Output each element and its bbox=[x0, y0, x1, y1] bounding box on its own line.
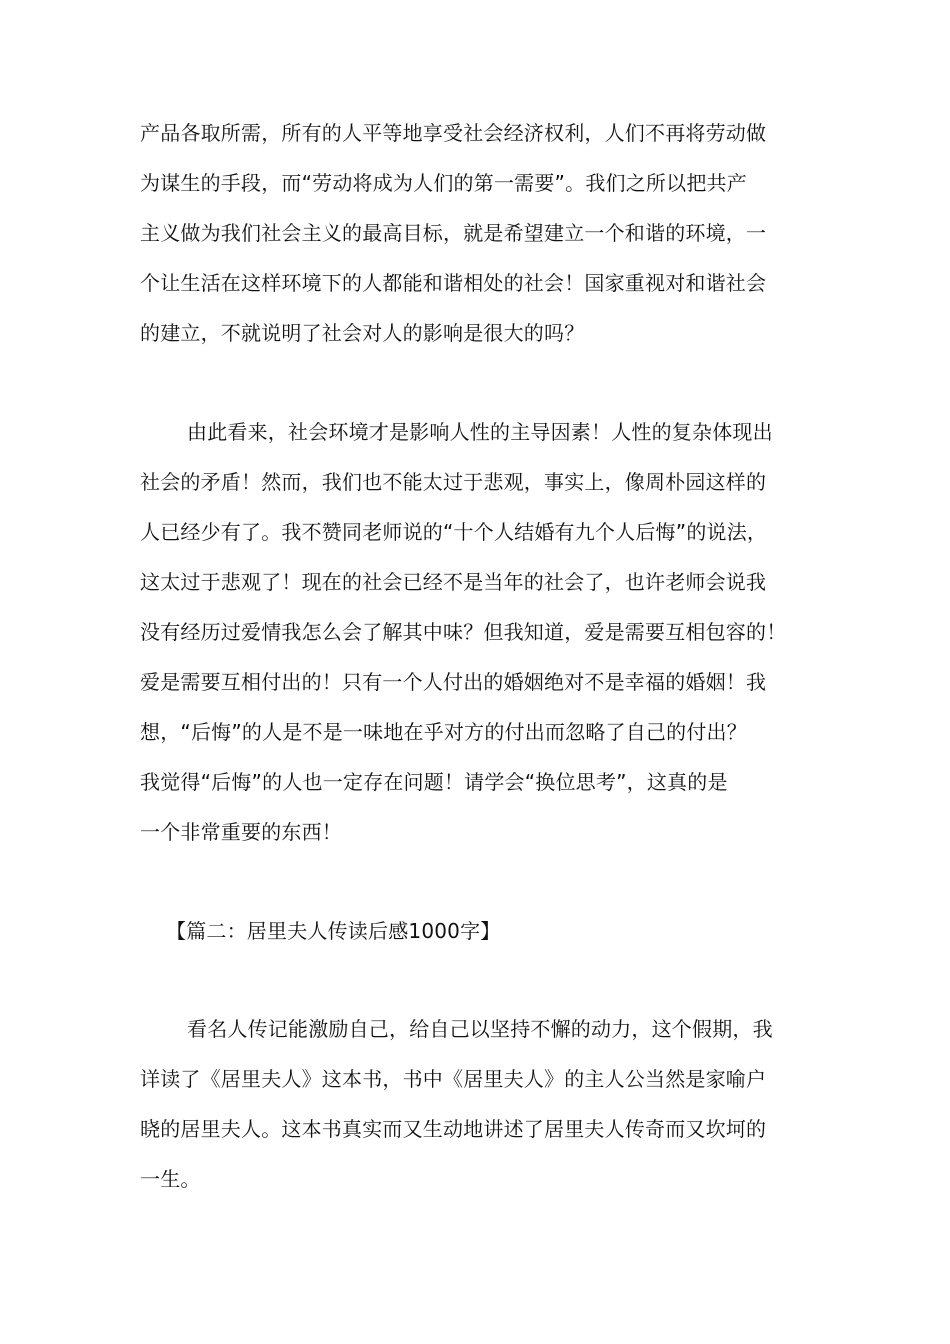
paragraph-2-line-8: 我觉得“后悔”的人也一定存在问题！请学会“换位思考”，这真的是 bbox=[140, 770, 728, 794]
paragraph-1-line-4: 个让生活在这样环境下的人都能和谐相处的社会！国家重视对和谐社会 bbox=[140, 271, 767, 295]
paragraph-2-line-2: 社会的矛盾！然而，我们也不能太过于悲观，事实上，像周朴园这样的 bbox=[140, 470, 767, 494]
paragraph-2-line-9: 一个非常重要的东西！ bbox=[140, 820, 342, 844]
paragraph-2-line-1: 由此看来，社会环境才是影响人性的主导因素！人性的复杂体现出 bbox=[187, 420, 773, 444]
paragraph-1-line-3: 主义做为我们社会主义的最高目标，就是希望建立一个和谐的环境，一 bbox=[140, 221, 767, 245]
section-heading: 【篇二：居里夫人传读后感1000字】 bbox=[166, 919, 501, 943]
paragraph-2-line-7: 想，“后悔”的人是不是一味地在乎对方的付出而忽略了自己的付出？ bbox=[140, 720, 747, 744]
paragraph-2-line-3: 人已经少有了。我不赞同老师说的“十个人结婚有九个人后悔”的说法， bbox=[140, 520, 768, 544]
paragraph-1-line-2: 为谋生的手段，而“劳动将成为人们的第一需要”。我们之所以把共产 bbox=[140, 171, 747, 195]
paragraph-2-line-6: 爱是需要互相付出的！只有一个人付出的婚姻绝对不是幸福的婚姻！我 bbox=[140, 670, 767, 694]
paragraph-1-line-5: 的建立，不就说明了社会对人的影响是很大的吗？ bbox=[140, 321, 585, 345]
paragraph-3-line-1: 看名人传记能激励自己，给自己以坚持不懈的动力，这个假期，我 bbox=[187, 1017, 773, 1041]
paragraph-1-line-1: 产品各取所需，所有的人平等地享受社会经济权利，人们不再将劳动做 bbox=[140, 121, 767, 145]
paragraph-2-line-4: 这太过于悲观了！现在的社会已经不是当年的社会了，也许老师会说我 bbox=[140, 570, 767, 594]
paragraph-3-line-4: 一生。 bbox=[140, 1167, 201, 1191]
paragraph-3-line-2: 详读了《居里夫人》这本书，书中《居里夫人》的主人公当然是家喻户 bbox=[140, 1067, 767, 1091]
paragraph-3-line-3: 晓的居里夫人。这本书真实而又生动地讲述了居里夫人传奇而又坎坷的 bbox=[140, 1117, 767, 1141]
paragraph-2-line-5: 没有经历过爱情我怎么会了解其中味？但我知道，爱是需要互相包容的！ bbox=[140, 620, 787, 644]
